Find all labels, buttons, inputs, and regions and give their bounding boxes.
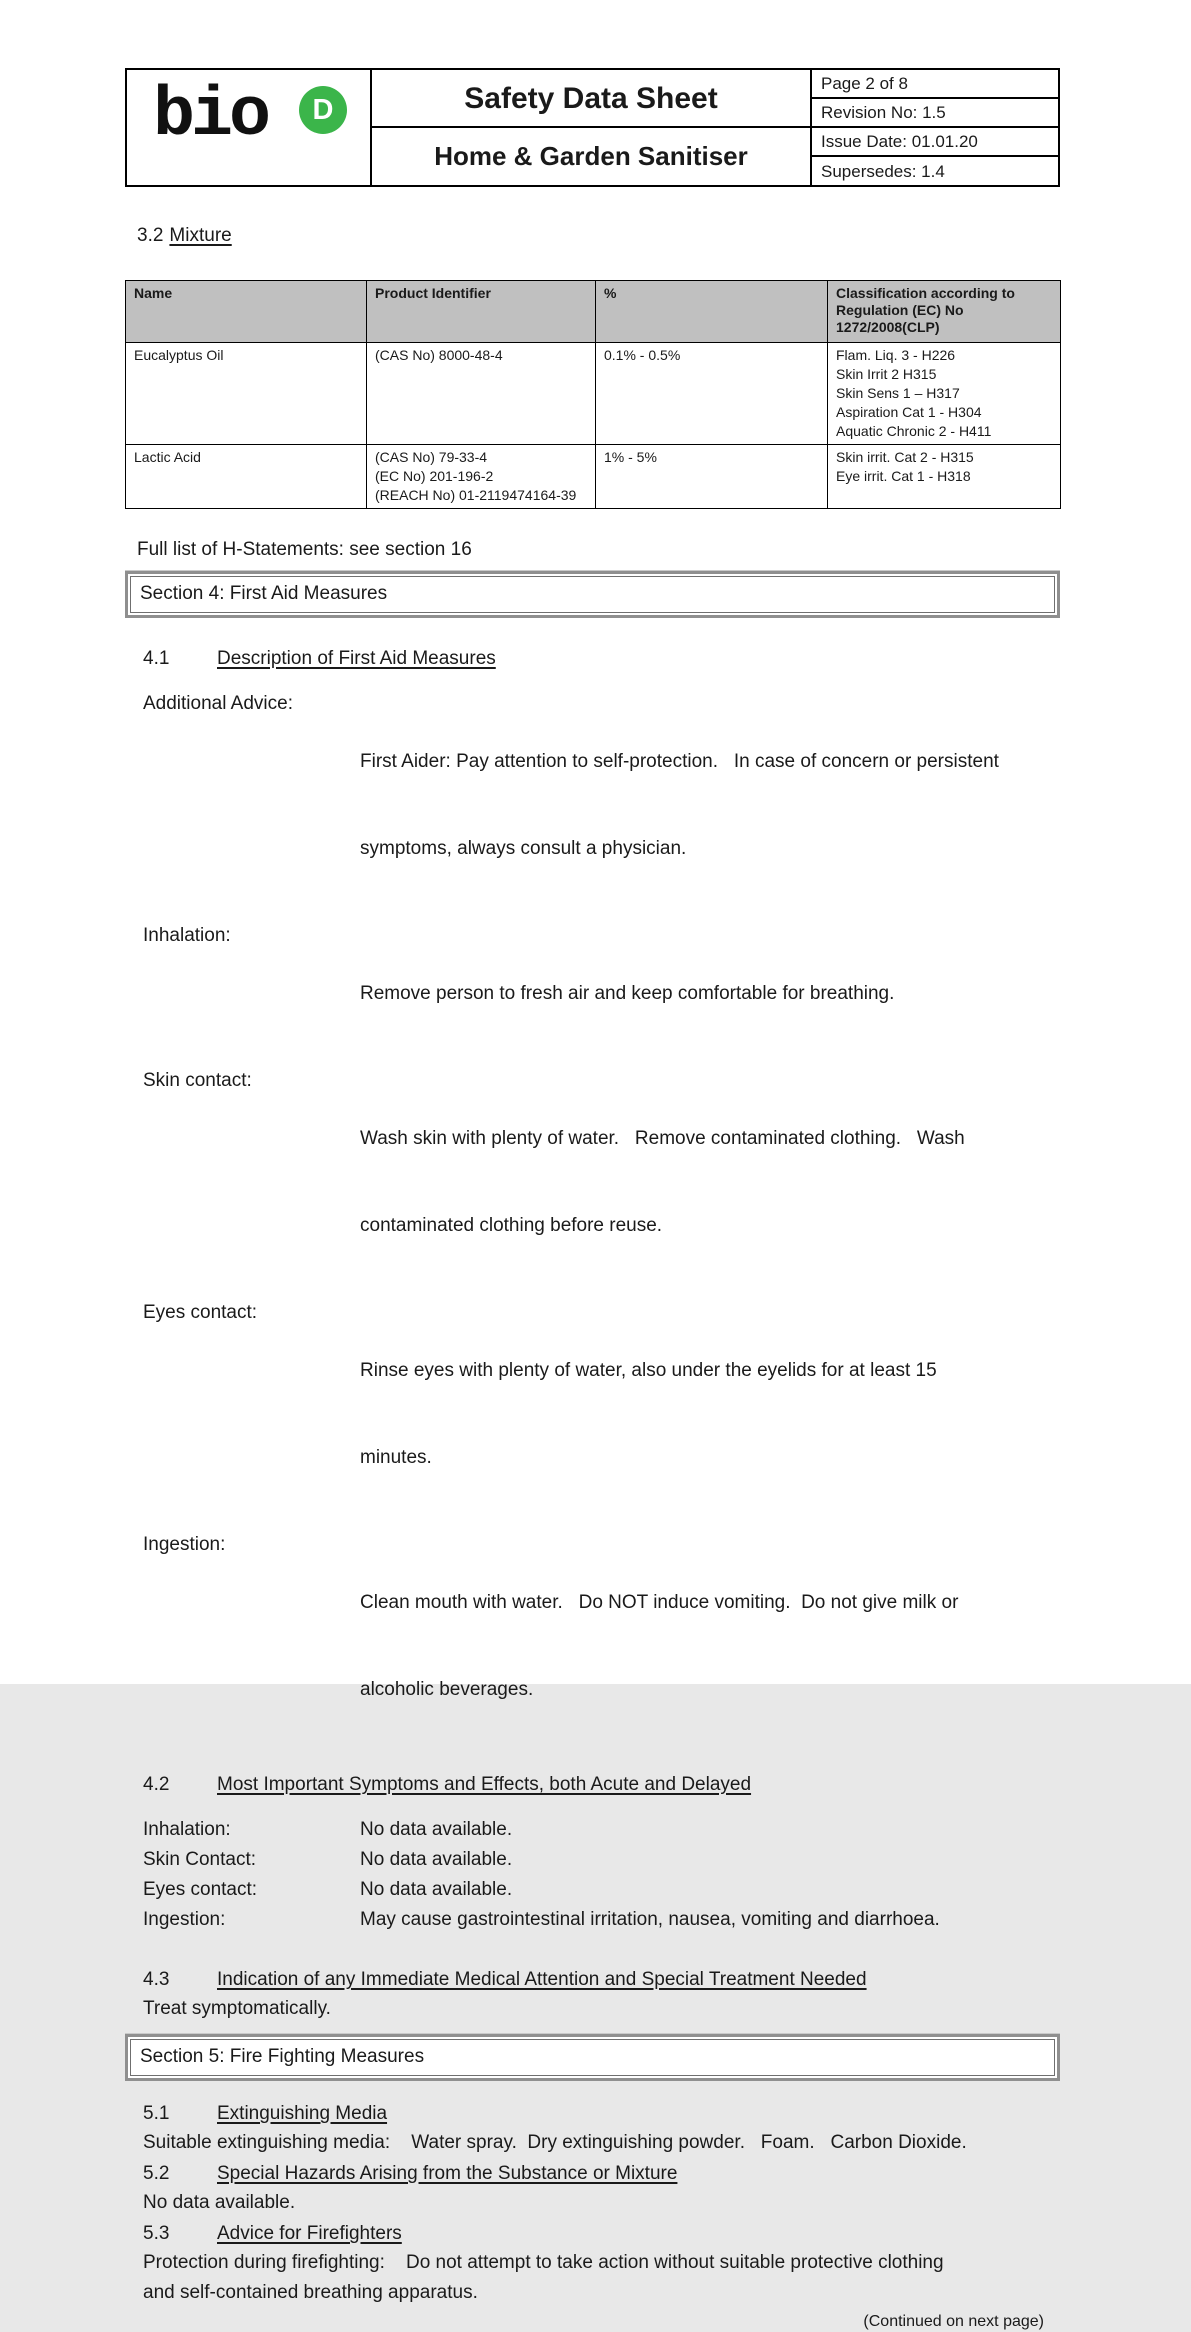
value-line: Rinse eyes with plenty of water, also under the eyelids for at least 15	[360, 1360, 937, 1381]
list-item	[125, 1066, 1060, 1298]
ingredient-classification	[828, 445, 1061, 509]
section-4-title: Section 4: First Aid Measures	[130, 576, 1055, 613]
section-5-title: Section 5: Fire Fighting Measures	[130, 2039, 1055, 2076]
ingredient-name: Lactic Acid	[126, 445, 367, 509]
classification-line: Eye irrit. Cat 1 - H318	[836, 468, 971, 484]
heading-number: 5.3	[143, 2223, 170, 2244]
ingredients-table	[125, 280, 1061, 509]
item-value	[360, 1298, 1060, 1530]
item-label: Skin contact:	[143, 1070, 252, 1091]
biod-logo-badge-icon: D	[299, 86, 347, 134]
heading-4-3	[125, 1965, 1060, 1994]
heading-5-2	[125, 2159, 1060, 2188]
section-5-bar	[125, 2033, 1060, 2081]
ingredient-identifier	[367, 445, 596, 509]
item-label: Ingestion:	[143, 1534, 226, 1555]
heading-5-3	[125, 2219, 1060, 2248]
item-label: Inhalation:	[143, 925, 231, 946]
identifier-line: (EC No) 201-196-2	[375, 468, 494, 484]
logo-cell	[127, 70, 370, 185]
treatment-text: Treat symptomatically.	[143, 1998, 331, 2019]
ingredient-percent: 0.1% - 0.5%	[596, 343, 828, 445]
item-label: Inhalation:	[143, 1819, 231, 1840]
list-item	[125, 689, 1060, 921]
list-item	[125, 1905, 1060, 1935]
list-item	[125, 921, 1060, 1066]
heading-5-1	[125, 2099, 1060, 2128]
item-label: Eyes contact:	[143, 1879, 258, 1900]
list-item	[125, 1530, 1060, 1762]
ingredient-percent: 1% - 5%	[596, 445, 828, 509]
table-row	[126, 445, 1061, 509]
classification-line: Skin irrit. Cat 2 - H315	[836, 449, 974, 465]
biod-logo: bio	[153, 77, 268, 156]
classification-line: Skin Sens 1 – H317	[836, 385, 960, 401]
item-value: No data available.	[360, 1879, 513, 1900]
value-line: Clean mouth with water. Do NOT induce vomiting. Do not give milk or	[360, 1592, 959, 1613]
heading-4-2	[125, 1770, 1060, 1799]
heading-number: 5.1	[143, 2103, 170, 2124]
heading-title: Most Important Symptoms and Effects, both Acute and Delayed	[217, 1774, 752, 1795]
classification-line: Skin Irrit 2 H315	[836, 366, 937, 382]
value-line: alcoholic beverages.	[360, 1679, 534, 1700]
heading-number: 4.2	[143, 1774, 170, 1795]
product-name: Home & Garden Sanitiser	[372, 128, 810, 185]
item-label: Additional Advice:	[143, 693, 293, 714]
item-value	[360, 1066, 1060, 1298]
classification-line: Aquatic Chronic 2 - H411	[836, 423, 992, 439]
item-value	[360, 1530, 1060, 1762]
col-header-percent: %	[596, 281, 828, 343]
special-hazards-text: No data available.	[143, 2192, 296, 2213]
heading-title: Mixture	[169, 225, 232, 246]
item-label: Ingestion:	[143, 1909, 226, 1930]
item-label: Skin Contact:	[143, 1849, 256, 1870]
list-item	[125, 1298, 1060, 1530]
firefighter-advice-line: and self-contained breathing apparatus.	[143, 2282, 478, 2303]
table-header-row	[126, 281, 1061, 343]
first-aid-measures-list	[125, 689, 1060, 1762]
symptoms-effects-list	[125, 1815, 1060, 1935]
extinguishing-media-text: Suitable extinguishing media: Water spray. Dry extinguishing powder. Foam. Carbon Dioxide.	[143, 2132, 967, 2153]
list-item	[125, 1845, 1060, 1875]
page-content	[125, 68, 1060, 2332]
heading-number: 3.2	[137, 225, 164, 246]
item-value: May cause gastrointestinal irritation, nausea, vomiting and diarrhoea.	[360, 1909, 940, 1930]
heading-number: 4.1	[143, 648, 170, 669]
value-line: First Aider: Pay attention to self-protection. In case of concern or persistent	[360, 751, 999, 772]
item-value: No data available.	[360, 1849, 513, 1870]
value-line: Remove person to fresh air and keep comfortable for breathing.	[360, 983, 895, 1004]
heading-title: Description of First Aid Measures	[217, 648, 496, 669]
ingredient-name: Eucalyptus Oil	[126, 343, 367, 445]
heading-title: Special Hazards Arising from the Substance or Mixture	[217, 2163, 678, 2184]
section-4-bar	[125, 570, 1060, 618]
classification-line: Flam. Liq. 3 - H226	[836, 347, 956, 363]
mixture-heading	[125, 221, 1060, 250]
supersedes: Supersedes: 1.4	[812, 157, 1058, 185]
value-line: contaminated clothing before reuse.	[360, 1215, 663, 1236]
h-statements-note: Full list of H-Statements: see section 16	[137, 539, 472, 560]
ingredient-identifier	[367, 343, 596, 445]
col-header-identifier: Product Identifier	[367, 281, 596, 343]
value-line: minutes.	[360, 1447, 432, 1468]
identifier-line: (CAS No) 8000-48-4	[375, 347, 503, 363]
page-number: Page 2 of 8	[812, 70, 1058, 97]
col-header-classification: Classification according to Regulation (EC) No 1272/2008(CLP)	[828, 281, 1061, 343]
identifier-line: (REACH No) 01-2119474164-39	[375, 487, 577, 503]
revision-number: Revision No: 1.5	[812, 99, 1058, 126]
col-header-name: Name	[126, 281, 367, 343]
ingredient-classification	[828, 343, 1061, 445]
heading-title: Indication of any Immediate Medical Attention and Special Treatment Needed	[217, 1969, 867, 1990]
continued-note: (Continued on next page)	[863, 2313, 1044, 2330]
table-row	[126, 343, 1061, 445]
item-value	[360, 689, 1060, 921]
heading-title: Advice for Firefighters	[217, 2223, 402, 2244]
item-value: No data available.	[360, 1819, 513, 1840]
document-header-table	[125, 68, 1060, 187]
issue-date: Issue Date: 01.01.20	[812, 128, 1058, 155]
classification-line: Aspiration Cat 1 - H304	[836, 404, 982, 420]
item-value	[360, 921, 1060, 1066]
identifier-line: (CAS No) 79-33-4	[375, 449, 488, 465]
document-title: Safety Data Sheet	[372, 70, 810, 126]
item-label: Eyes contact:	[143, 1302, 258, 1323]
list-item	[125, 1875, 1060, 1905]
heading-number: 4.3	[143, 1969, 170, 1990]
heading-4-1	[125, 644, 1060, 673]
value-line: Wash skin with plenty of water. Remove contaminated clothing. Wash	[360, 1128, 965, 1149]
firefighter-advice-line: Protection during firefighting: Do not attempt to take action without suitable protective clothing	[143, 2252, 944, 2273]
value-line: symptoms, always consult a physician.	[360, 838, 687, 859]
heading-title: Extinguishing Media	[217, 2103, 388, 2124]
list-item	[125, 1815, 1060, 1845]
heading-number: 5.2	[143, 2163, 170, 2184]
